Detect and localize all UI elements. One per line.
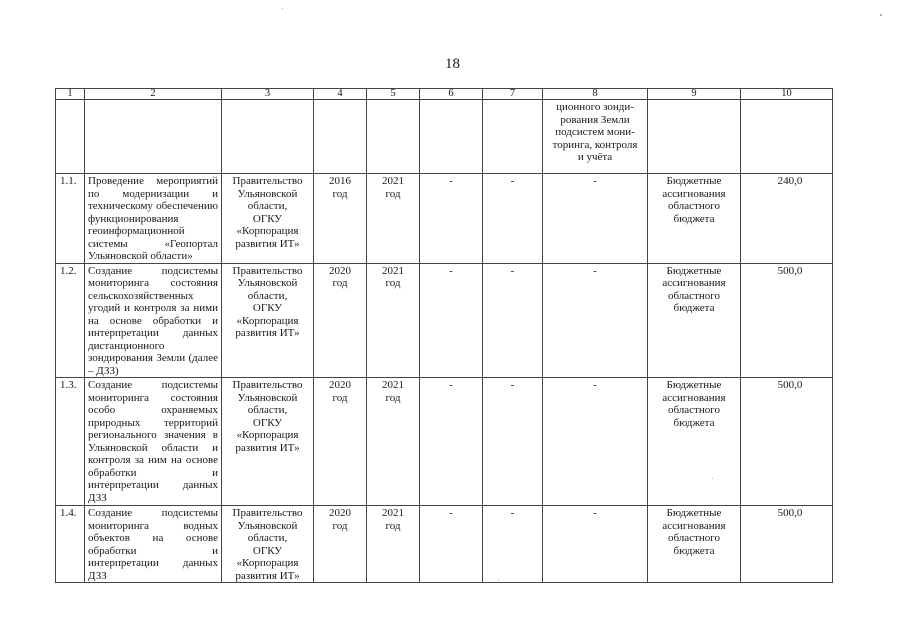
column-number: 4 <box>314 89 367 100</box>
activity-name: Создание подсистемы мониторинга водных объектов на основе обработки и интерпретации данных ДЗЗ <box>85 506 222 583</box>
end-year: 2021 год <box>367 378 420 506</box>
column-7-value: - <box>483 263 543 378</box>
column-7-value: - <box>483 174 543 264</box>
column-number: 2 <box>85 89 222 100</box>
end-year: 2021 год <box>367 263 420 378</box>
column-number: 3 <box>222 89 314 100</box>
end-year: 2021 год <box>367 506 420 583</box>
scan-speck <box>880 14 882 16</box>
column-number: 7 <box>483 89 543 100</box>
column-8-value: - <box>543 506 648 583</box>
row-number: 1.1. <box>56 174 85 264</box>
column-6-value: - <box>420 174 483 264</box>
column-6-value: - <box>420 506 483 583</box>
start-year: 2020 год <box>314 506 367 583</box>
row-number: 1.4. <box>56 506 85 583</box>
executor: Правительство Ульяновской области, ОГКУ «Корпорация развития ИТ» <box>222 378 314 506</box>
column-7-value: - <box>483 378 543 506</box>
program-table <box>55 88 833 583</box>
continuation-row <box>56 100 833 174</box>
funding-amount: 500,0 <box>741 506 833 583</box>
table-row <box>56 263 833 378</box>
executor: Правительство Ульяновской области, ОГКУ «Корпорация развития ИТ» <box>222 174 314 264</box>
row-number: 1.3. <box>56 378 85 506</box>
page-number: 18 <box>445 56 460 72</box>
table-row <box>56 378 833 506</box>
column-number: 9 <box>648 89 741 100</box>
column-6-value: - <box>420 378 483 506</box>
row-number: 1.2. <box>56 263 85 378</box>
scan-speck <box>712 478 713 479</box>
end-year: 2021 год <box>367 174 420 264</box>
column-number: 5 <box>367 89 420 100</box>
column-8-value: - <box>543 174 648 264</box>
column-6-value: - <box>420 263 483 378</box>
funding-amount: 500,0 <box>741 378 833 506</box>
funding-source: Бюджетные ассигнования областного бюджета <box>648 506 741 583</box>
column-number: 6 <box>420 89 483 100</box>
start-year: 2016 год <box>314 174 367 264</box>
column-number: 8 <box>543 89 648 100</box>
executor: Правительство Ульяновской области, ОГКУ «Корпорация развития ИТ» <box>222 506 314 583</box>
activity-name: Проведение мероприятий по модернизации и техническому обеспечению функционирования геоинформационной системы «Геопортал Ульяновской области» <box>85 174 222 264</box>
column-8-value: - <box>543 378 648 506</box>
funding-amount: 500,0 <box>741 263 833 378</box>
column-7-value: - <box>483 506 543 583</box>
table-row <box>56 506 833 583</box>
column-number: 10 <box>741 89 833 100</box>
activity-name: Создание подсистемы мониторинга состояния сельскохозяйственных угодий и контроля за ними на основе обработки и интерпретации данных дистанционного зондирования Земли (далее – ДЗЗ) <box>85 263 222 378</box>
column-number-row <box>56 89 833 100</box>
column-number: 1 <box>56 89 85 100</box>
scan-speck <box>498 580 499 581</box>
funding-source: Бюджетные ассигнования областного бюджета <box>648 263 741 378</box>
funding-source: Бюджетные ассигнования областного бюджета <box>648 378 741 506</box>
column-8-value: - <box>543 263 648 378</box>
table-row <box>56 174 833 264</box>
activity-name: Создание подсистемы мониторинга состояния особо охраняемых природных территорий регионального значения в Ульяновской области и контроля за ним на основе обработки и интерпретации данных ДЗЗ <box>85 378 222 506</box>
funding-source: Бюджетные ассигнования областного бюджета <box>648 174 741 264</box>
executor: Правительство Ульяновской области, ОГКУ «Корпорация развития ИТ» <box>222 263 314 378</box>
funding-amount: 240,0 <box>741 174 833 264</box>
continued-text: ционного зонди- рования Земли подсистем мони- торинга, контроля и учёта <box>543 100 648 174</box>
start-year: 2020 год <box>314 263 367 378</box>
start-year: 2020 год <box>314 378 367 506</box>
scan-speck <box>282 8 283 9</box>
